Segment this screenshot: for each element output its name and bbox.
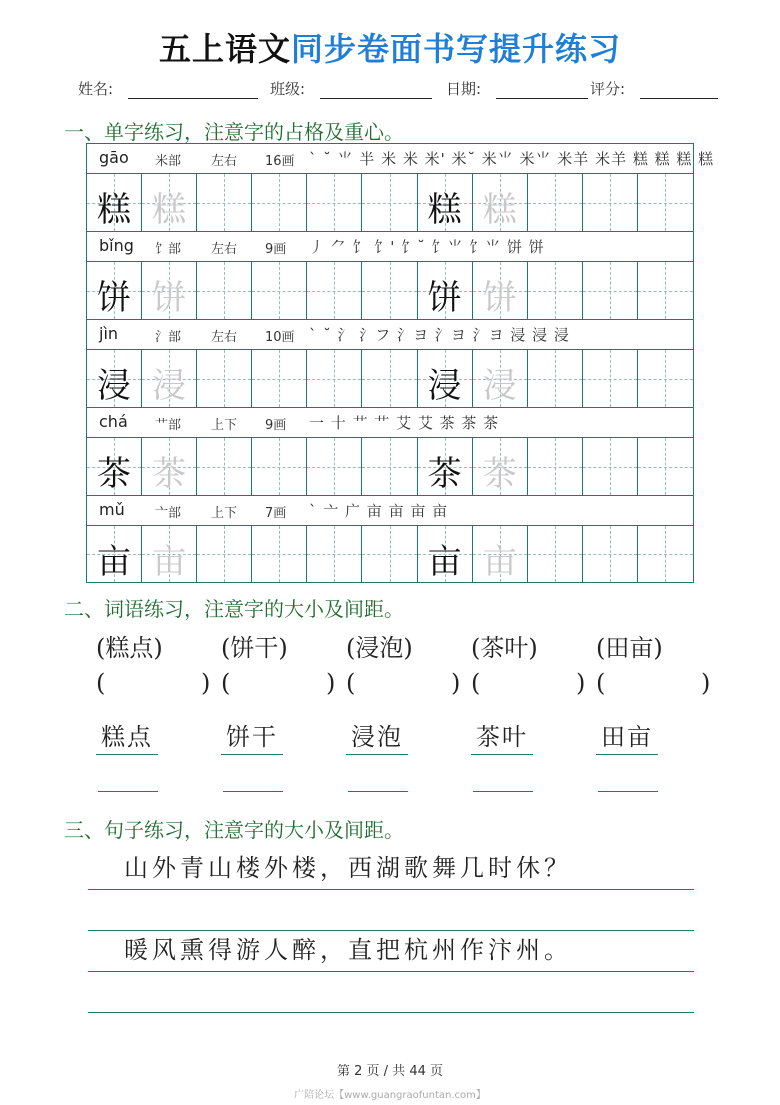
section2-heading: 二、词语练习，注意字的大小及间距。: [64, 597, 404, 621]
tian-zi-ge-cell[interactable]: [307, 350, 362, 407]
trace-character: 浸: [152, 366, 187, 406]
tian-zi-ge-cell[interactable]: [473, 350, 528, 407]
tian-zi-ge-cell[interactable]: [638, 262, 693, 319]
word-traced: 茶叶: [471, 717, 533, 755]
word-blank-parens[interactable]: ( ): [96, 669, 255, 697]
word-blank-parens[interactable]: ( ): [346, 669, 505, 697]
tian-zi-ge-cell[interactable]: [197, 262, 252, 319]
word-traced: 浸泡: [346, 717, 408, 755]
section3-heading: 三、句子练习，注意字的大小及间距。: [64, 818, 404, 842]
word-write-line[interactable]: [473, 791, 533, 792]
tian-zi-ge-cell[interactable]: [362, 262, 417, 319]
model-character: 饼: [427, 278, 462, 318]
tian-zi-ge-cell[interactable]: [638, 174, 693, 231]
tian-zi-ge-cell[interactable]: [87, 526, 142, 582]
tian-zi-ge-cell[interactable]: [528, 438, 583, 495]
stroke-order: 丿 ⺈ 饣 饣' 饣˘ 饣⺌ 饣⺌ 饼 饼: [309, 238, 545, 256]
tian-zi-ge-cell[interactable]: [638, 350, 693, 407]
word-write-line[interactable]: [348, 791, 408, 792]
tian-zi-ge-cell[interactable]: [418, 174, 473, 231]
stroke-count-label: 9画: [265, 418, 287, 433]
char-info-row: [86, 143, 715, 173]
pinyin-label: jìn: [99, 324, 119, 343]
stroke-order: ` ˘ 氵 氵フ 氵ヨ 氵ヨ 氵ヨ 浸 浸 浸: [309, 326, 570, 344]
tian-zi-ge-cell[interactable]: [583, 350, 638, 407]
trace-character: 亩: [482, 542, 517, 582]
pinyin-label: bǐng: [99, 236, 134, 255]
model-character: 茶: [427, 454, 462, 494]
trace-character: 饼: [152, 278, 187, 318]
char-info-row: [86, 231, 694, 261]
name-field[interactable]: [128, 98, 258, 99]
watermark: 广陪论坛【www.guangraofuntan.com】: [294, 1090, 486, 1101]
trace-character: 浸: [482, 366, 517, 406]
structure-label: 左右: [211, 330, 238, 345]
tian-zi-ge-cell[interactable]: [197, 438, 252, 495]
tian-zi-ge-cell[interactable]: [197, 350, 252, 407]
tian-zi-ge-cell[interactable]: [528, 262, 583, 319]
structure-label: 上下: [211, 418, 238, 433]
tian-zi-ge-cell[interactable]: [638, 526, 693, 582]
tian-zi-ge-cell[interactable]: [197, 526, 252, 582]
tian-zi-ge-cell[interactable]: [583, 438, 638, 495]
stroke-order: ` ˘ ⺌ 半 米 米 米' 米˘ 米⺌ 米⺌ 米羊 米羊 糕 糕 糕 糕: [309, 150, 715, 168]
tian-zi-ge-cell[interactable]: [528, 174, 583, 231]
char-practice-row: [86, 349, 694, 407]
tian-zi-ge-cell[interactable]: [362, 174, 417, 231]
class-field[interactable]: [320, 98, 432, 99]
tian-zi-ge-cell[interactable]: [362, 438, 417, 495]
sentence-line-1: 山外青山楼外楼，西湖歌舞几时休？: [88, 850, 694, 890]
pinyin-label: gāo: [99, 148, 129, 167]
word-traced: 饼干: [221, 717, 283, 755]
sentence-line-2: 暖风熏得游人醉，直把杭州作汴州。: [88, 932, 694, 972]
word-group: [596, 628, 755, 792]
stroke-order: ` 亠 广 亩 亩 亩 亩: [309, 502, 449, 520]
tian-zi-ge-cell[interactable]: [252, 262, 307, 319]
tian-zi-ge-cell[interactable]: [307, 438, 362, 495]
radical-label: 氵部: [155, 330, 182, 345]
class-label: 班级:: [270, 80, 306, 98]
tian-zi-ge-cell[interactable]: [638, 438, 693, 495]
tian-zi-ge-cell[interactable]: [528, 350, 583, 407]
sentence-write-line[interactable]: [88, 930, 694, 931]
tian-zi-ge-cell[interactable]: [197, 174, 252, 231]
radical-label: 亠部: [155, 506, 182, 521]
trace-character: 饼: [482, 278, 517, 318]
stroke-count-label: 7画: [265, 506, 287, 521]
trace-character: 糕: [152, 190, 187, 230]
word-blank-parens[interactable]: ( ): [596, 669, 755, 697]
stroke-count-label: 16画: [265, 154, 295, 169]
tian-zi-ge-cell[interactable]: [418, 262, 473, 319]
pinyin-label: mǔ: [99, 500, 125, 519]
trace-character: 糕: [482, 190, 517, 230]
tian-zi-ge-cell[interactable]: [583, 526, 638, 582]
tian-zi-ge-cell[interactable]: [87, 438, 142, 495]
tian-zi-ge-cell[interactable]: [528, 526, 583, 582]
tian-zi-ge-cell[interactable]: [307, 262, 362, 319]
char-practice-row: [86, 261, 694, 319]
word-traced: 糕点: [96, 717, 158, 755]
model-character: 浸: [427, 366, 462, 406]
tian-zi-ge-cell[interactable]: [418, 526, 473, 582]
word-traced: 田亩: [596, 717, 658, 755]
title-part2: 同步卷面书写提升练习: [291, 30, 622, 68]
tian-zi-ge-cell[interactable]: [142, 438, 197, 495]
tian-zi-ge-cell[interactable]: [252, 438, 307, 495]
radical-label: 米部: [155, 154, 182, 169]
tian-zi-ge-cell[interactable]: [252, 350, 307, 407]
model-character: 亩: [427, 542, 462, 582]
tian-zi-ge-cell[interactable]: [473, 262, 528, 319]
tian-zi-ge-cell[interactable]: [142, 174, 197, 231]
stroke-count-label: 9画: [265, 242, 287, 257]
char-practice-row: [86, 437, 694, 495]
model-character: 亩: [97, 542, 132, 582]
tian-zi-ge-cell[interactable]: [87, 262, 142, 319]
tian-zi-ge-cell[interactable]: [252, 174, 307, 231]
tian-zi-ge-cell[interactable]: [583, 262, 638, 319]
structure-label: 左右: [211, 242, 238, 257]
char-info-row: [86, 407, 694, 437]
character-practice-grid: [86, 143, 715, 583]
score-field[interactable]: [640, 98, 718, 99]
model-character: 浸: [97, 366, 132, 406]
stroke-count-label: 10画: [265, 330, 295, 345]
model-character: 糕: [427, 190, 462, 230]
score-label: 评分:: [590, 80, 626, 98]
model-character: 茶: [97, 454, 132, 494]
tian-zi-ge-cell[interactable]: [142, 526, 197, 582]
name-label: 姓名:: [78, 80, 114, 98]
tian-zi-ge-cell[interactable]: [307, 526, 362, 582]
structure-label: 上下: [211, 506, 238, 521]
tian-zi-ge-cell[interactable]: [418, 350, 473, 407]
char-practice-row: [86, 173, 694, 231]
tian-zi-ge-cell[interactable]: [307, 174, 362, 231]
char-practice-row: [86, 525, 694, 583]
tian-zi-ge-cell[interactable]: [142, 350, 197, 407]
model-character: 饼: [97, 278, 132, 318]
date-field[interactable]: [496, 98, 588, 99]
structure-label: 左右: [211, 154, 238, 169]
radical-label: 艹部: [155, 418, 182, 433]
student-info-row: [78, 78, 718, 102]
tian-zi-ge-cell[interactable]: [87, 174, 142, 231]
trace-character: 亩: [152, 542, 187, 582]
tian-zi-ge-cell[interactable]: [252, 526, 307, 582]
title-part1: 五上语文: [158, 30, 291, 68]
word-reference: (浸泡): [346, 634, 413, 662]
word-blank-parens[interactable]: ( ): [471, 669, 630, 697]
tian-zi-ge-cell[interactable]: [142, 262, 197, 319]
char-info-row: [86, 319, 694, 349]
tian-zi-ge-cell[interactable]: [583, 174, 638, 231]
word-write-line[interactable]: [98, 791, 158, 792]
word-blank-parens[interactable]: ( ): [221, 669, 380, 697]
tian-zi-ge-cell[interactable]: [473, 438, 528, 495]
char-info-row: [86, 495, 694, 525]
tian-zi-ge-cell[interactable]: [418, 438, 473, 495]
word-reference: (田亩): [596, 634, 663, 662]
page-title: [0, 24, 780, 70]
trace-character: 茶: [482, 454, 517, 494]
sentence-write-line[interactable]: [88, 1012, 694, 1013]
pinyin-label: chá: [99, 412, 128, 431]
section1-heading: 一、单字练习，注意字的占格及重心。: [64, 120, 404, 144]
word-reference: (糕点): [96, 634, 163, 662]
tian-zi-ge-cell[interactable]: [87, 350, 142, 407]
date-label: 日期:: [446, 80, 482, 98]
trace-character: 茶: [152, 454, 187, 494]
radical-label: 饣部: [155, 242, 182, 257]
page-number: 第 2 页 / 共 44 页: [337, 1064, 443, 1079]
word-reference: (茶叶): [471, 634, 538, 662]
tian-zi-ge-cell[interactable]: [473, 174, 528, 231]
word-reference: (饼干): [221, 634, 288, 662]
tian-zi-ge-cell[interactable]: [473, 526, 528, 582]
tian-zi-ge-cell[interactable]: [362, 526, 417, 582]
stroke-order: 一 十 艹 艹 艾 艾 茶 茶 茶: [309, 414, 500, 432]
tian-zi-ge-cell[interactable]: [362, 350, 417, 407]
word-write-line[interactable]: [598, 791, 658, 792]
word-write-line[interactable]: [223, 791, 283, 792]
model-character: 糕: [97, 190, 132, 230]
